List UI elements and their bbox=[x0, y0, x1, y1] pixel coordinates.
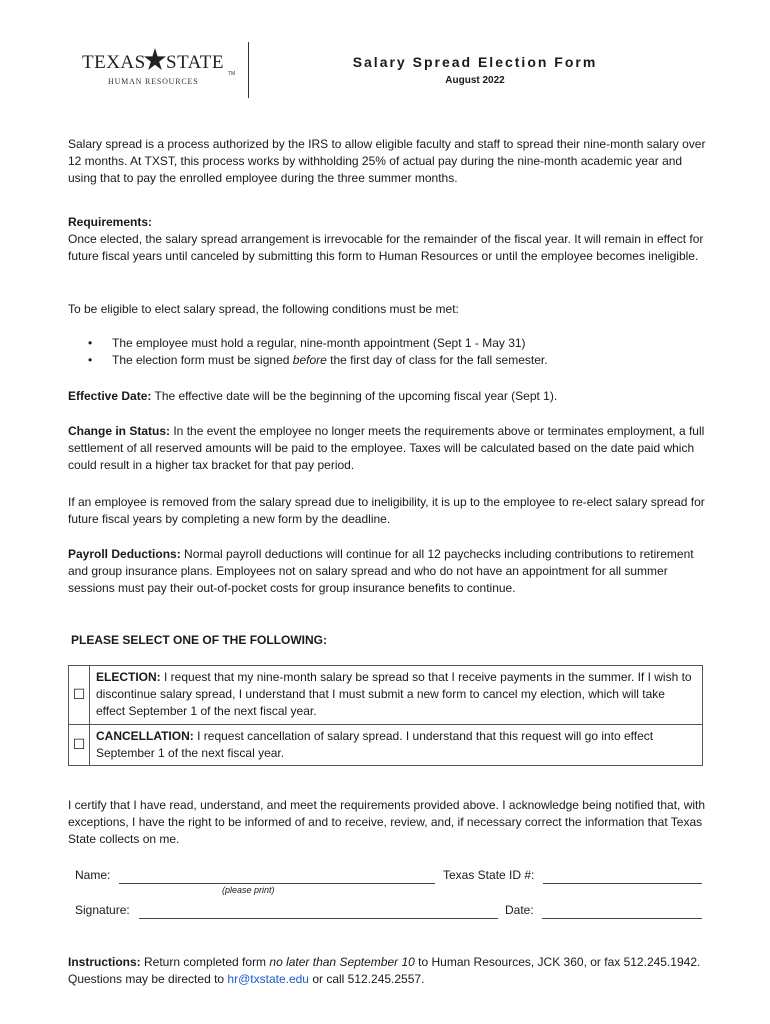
election-checkbox[interactable]: ☐ bbox=[69, 666, 90, 725]
instructions-deadline: no later than September 10 bbox=[269, 955, 415, 969]
bullet-icon: • bbox=[88, 353, 93, 367]
cancellation-label: CANCELLATION: bbox=[96, 728, 194, 743]
logo-subtitle: HUMAN RESOURCES bbox=[108, 77, 199, 86]
texas-state-logo bbox=[82, 52, 236, 92]
removed-paragraph: If an employee is removed from the salary spread due to ineligibility, it is up to the employee to re-elect salary spread for future fiscal years by completing a new form by the deadline. bbox=[68, 495, 705, 527]
logo-trademark: TM bbox=[228, 71, 236, 77]
star-icon bbox=[144, 48, 166, 74]
effective-date-text: The effective date will be the beginning of the upcoming fiscal year (Sept 1). bbox=[151, 389, 558, 403]
texas-state-id-label: Texas State ID #: bbox=[443, 868, 535, 882]
change-status-label: Change in Status: bbox=[68, 424, 171, 438]
requirements-text: Once elected, the salary spread arrangement is irrevocable for the remainder of the fiscal year. It will remain in effect for future fiscal years until canceled by submitting this form to Human Resources or until the employee becomes ineligible. bbox=[68, 232, 704, 264]
header-divider bbox=[248, 42, 249, 98]
payroll-paragraph bbox=[68, 546, 708, 598]
signature-label: Signature: bbox=[75, 903, 130, 917]
bullet-text-before: The election form must be signed bbox=[112, 353, 293, 367]
name-hint: (please print) bbox=[222, 885, 275, 895]
conditions-intro: To be eligible to elect salary spread, the following conditions must be met: bbox=[68, 302, 459, 316]
certification-paragraph: I certify that I have read, understand, and meet the requirements provided above. I acknowledge being notified that, with exceptions, I have the right to be informed of and to receive, review, and, if necessary correct the information that Texas State collects on me. bbox=[68, 798, 706, 847]
condition-bullet-1 bbox=[88, 335, 526, 352]
name-field[interactable] bbox=[119, 883, 435, 884]
form-title: Salary Spread Election Form bbox=[352, 54, 598, 70]
cancellation-text: I request cancellation of salary spread. I understand that this request will go into effect September 1 of the next fiscal year. bbox=[96, 728, 654, 760]
instructions-text-end: or call 512.245.2557. bbox=[308, 972, 425, 987]
instructions-text-before: Return completed form bbox=[140, 955, 270, 969]
change-status-paragraph bbox=[68, 423, 708, 475]
logo-left-text: TEXAS bbox=[82, 52, 146, 73]
logo-right-text: STATE bbox=[166, 52, 224, 73]
select-heading: PLEASE SELECT ONE OF THE FOLLOWING: bbox=[71, 633, 328, 647]
date-field[interactable] bbox=[542, 918, 702, 919]
requirements-heading: Requirements: bbox=[68, 215, 153, 229]
cancellation-row bbox=[69, 724, 703, 765]
election-text: I request that my nine-month salary be spread so that I receive payments in the summer. If I wish to discontinue salary spread, I understand that I must submit a new form to cancel my election, which will take effect September 1 of the next fiscal year. bbox=[96, 670, 692, 719]
payroll-label: Payroll Deductions: bbox=[68, 547, 181, 561]
bullet-text-after: the first day of class for the fall semester. bbox=[326, 353, 548, 367]
options-table bbox=[68, 665, 703, 766]
change-status-text: In the event the employee no longer meets the requirements above or terminates employment, a full settlement of all reserved amounts will be paid to the employee. Taxes will be calculated based on the date paid which could result in a higher tax bracket for that pay period. bbox=[68, 424, 705, 473]
form-date: August 2022 bbox=[445, 75, 505, 86]
effective-date-label: Effective Date: bbox=[68, 389, 152, 403]
bullet-icon: • bbox=[88, 336, 93, 350]
bullet-text: The employee must hold a regular, nine-month appointment (Sept 1 - May 31) bbox=[112, 336, 526, 350]
cancellation-cell bbox=[90, 724, 703, 765]
signature-field[interactable] bbox=[139, 918, 498, 919]
election-cell bbox=[90, 666, 703, 725]
election-row bbox=[69, 666, 703, 725]
cancellation-checkbox[interactable]: ☐ bbox=[69, 724, 90, 765]
texas-state-id-field[interactable] bbox=[543, 883, 702, 884]
bullet-text-emphasis: before bbox=[292, 353, 327, 367]
condition-bullet-2 bbox=[88, 352, 548, 369]
date-label: Date: bbox=[505, 903, 534, 917]
intro-paragraph: Salary spread is a process authorized by the IRS to allow eligible faculty and staff to spread their nine-month salary over 12 months. At TXST, this process works by withholding 25% of actual pay during the nine-month academic year and using that to pay the enrolled employee during the three summer months. bbox=[68, 137, 706, 186]
instructions-paragraph bbox=[68, 954, 708, 988]
email-link[interactable]: hr@txstate.edu bbox=[227, 972, 309, 987]
instructions-text-after: to Human Resources, JCK 360, or fax 512.245.1942. Questions may be directed to bbox=[68, 955, 701, 987]
name-label: Name: bbox=[75, 868, 111, 882]
effective-date-paragraph bbox=[68, 388, 708, 405]
election-label: ELECTION: bbox=[96, 670, 161, 684]
payroll-text: Normal payroll deductions will continue for all 12 paychecks including contributions to retirement and group insurance plans. Employees not on salary spread and who do not have an appointment for all summer sessions must pay their out-of-pocket costs for group insurance benefits to continue. bbox=[68, 547, 694, 596]
instructions-label: Instructions: bbox=[68, 955, 141, 969]
